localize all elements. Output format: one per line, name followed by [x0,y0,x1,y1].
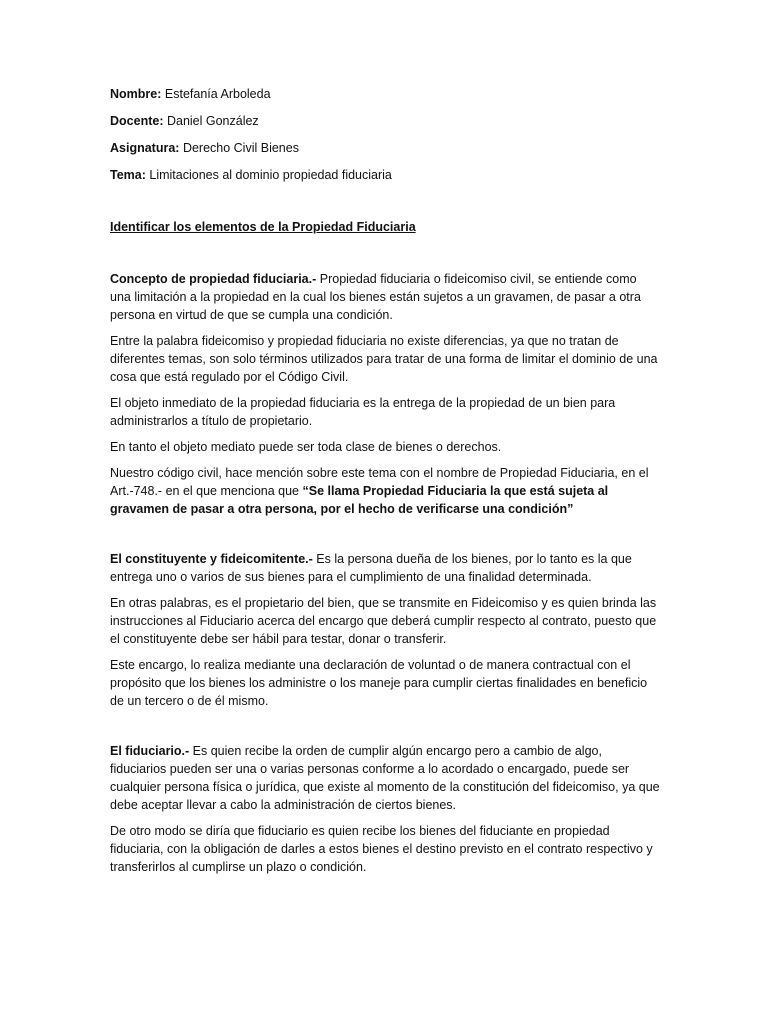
concept-p5-quote: “Se llama Propiedad Fiduciaria la que está sujeta al gravamen de pasar a otra persona, por el hecho de verificarse una condición” [110,484,609,516]
section-heading: Identificar los elementos de la Propiedad Fiduciaria [110,220,416,234]
constituent-paragraph-3: Este encargo, lo realiza mediante una declaración de voluntad o de manera contractual con el propósito que los bienes los administre o los maneje para cumplir ciertas finalidades en beneficio de un tercero o de él mismo. [110,658,648,708]
constituent-section [110,550,660,710]
document-page [110,85,660,884]
teacher-value: Daniel González [166,114,259,128]
concept-section [110,270,660,518]
subject-label: Asignatura: [110,141,180,155]
concept-paragraph-4: En tanto el objeto mediato puede ser toda clase de bienes o derechos. [110,440,502,454]
constituent-paragraph-1 [110,550,660,586]
fiduciary-p1-text: Es quien recibe la orden de cumplir algún encargo pero a cambio de algo, fiduciarios pueden ser una o varias personas conforme a lo acordado o encargado, puede ser cualquier persona física o jurídica, que existe al momento de la constitución del fideicomiso, ya que debe aceptar llevar a cabo la administración de ciertos bienes. [110,744,660,812]
concept-paragraph-3: El objeto inmediato de la propiedad fiduciaria es la entrega de la propiedad de un bien para administrarlos a título de propietario. [110,396,616,428]
topic-line [110,166,660,184]
name-label: Nombre: [110,87,162,101]
constituent-p1-text: Es la persona dueña de los bienes, por lo tanto es la que entrega uno o varios de sus bienes para el cumplimiento de una finalidad determinada. [110,552,632,584]
concept-p1-text: Propiedad fiduciaria o fideicomiso civil, se entiende como una limitación a la propiedad en la cual los bienes están sujetos a un gravamen, de pasar a otra persona en virtud de que se cumpla una condición. [110,272,641,322]
fiduciary-paragraph-1 [110,742,660,814]
teacher-line [110,112,660,130]
concept-paragraph-5 [110,464,660,518]
constituent-lead: El constituyente y fideicomitente.- [110,552,313,566]
subject-value: Derecho Civil Bienes [182,141,299,155]
topic-label: Tema: [110,168,146,182]
constituent-paragraph-2: En otras palabras, es el propietario del bien, que se transmite en Fideicomiso y es quien brinda las instrucciones al Fiduciario acerca del encargo que deberá cumplir respecto al contrato, puesto que el constituyente debe ser hábil para testar, donar o transferir. [110,596,657,646]
name-line [110,85,660,103]
concept-lead: Concepto de propiedad fiduciaria.- [110,272,317,286]
name-value: Estefanía Arboleda [164,87,271,101]
fiduciary-section [110,742,660,876]
concept-paragraph-1 [110,270,660,324]
teacher-label: Docente: [110,114,164,128]
concept-p5-text: Nuestro código civil, hace mención sobre este tema con el nombre de Propiedad Fiduciaria, en el Art.-748.- en el que menciona que [110,466,649,498]
concept-paragraph-2: Entre la palabra fideicomiso y propiedad fiduciaria no existe diferencias, ya que no tratan de diferentes temas, son solo términos utilizados para tratar de una forma de limitar el dominio de una cosa que está regulado por el Código Civil. [110,334,658,384]
fiduciary-lead: El fiduciario.- [110,744,190,758]
subject-line [110,139,660,157]
fiduciary-paragraph-2: De otro modo se diría que fiduciario es quien recibe los bienes del fiduciante en propiedad fiduciaria, con la obligación de darles a estos bienes el destino previsto en el contrato respectivo y transferirlos al cumplirse un plazo o condición. [110,824,653,874]
topic-value: Limitaciones al dominio propiedad fiduciaria [149,168,392,182]
